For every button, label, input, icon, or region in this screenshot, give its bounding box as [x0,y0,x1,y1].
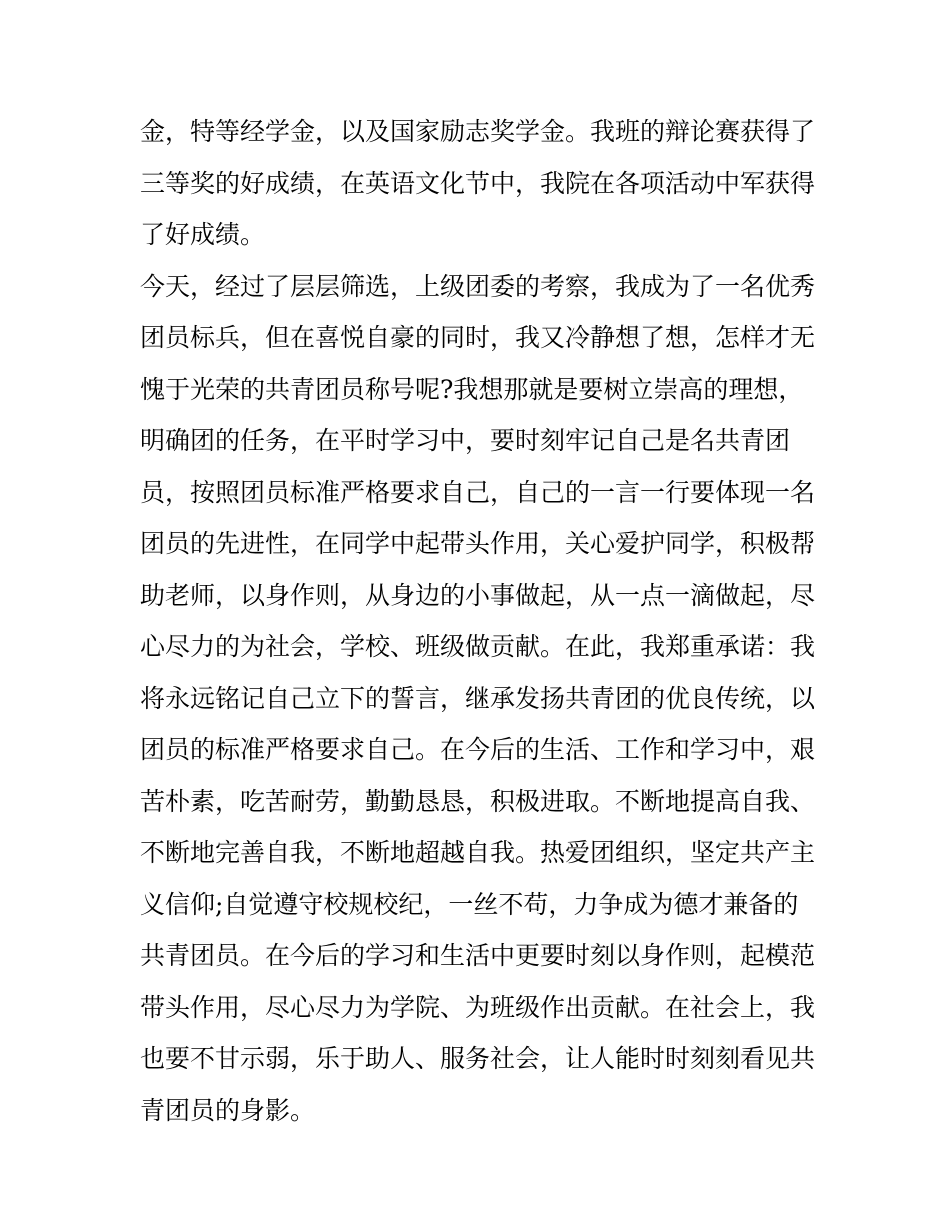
body-text [140,106,820,1136]
text-line: 团员标兵，但在喜悦自豪的同时，我又冷静想了想，怎样才无 [140,323,816,352]
text-line: 心尽力的为社会，学校、班级做贡献。在此，我郑重承诺：我 [140,632,816,661]
text-line: 苦朴素，吃苦耐劳，勤勤恳恳，积极进取。不断地提高自我、 [140,786,816,816]
text-line: 愧于光荣的共青团员称号呢?我想那就是要树立崇高的理想， [140,374,804,404]
text-line: 义信仰;自觉遵守校规校纪，一丝不苟，力争成为德才兼备的 [140,889,799,919]
text-line: 明确团的任务，在平时学习中，要时刻牢记自己是名共青团 [140,426,791,455]
text-line: 团员的标准严格要求自己。在今后的生活、工作和学习中，艰 [140,735,816,764]
text-line: 金，特等经学金，以及国家励志奖学金。我班的辩论赛获得了 [140,117,816,146]
text-line: 共青团员。在今后的学习和生活中更要时刻以身作则，起模范 [140,941,816,970]
text-line: 员，按照团员标准严格要求自己，自己的一言一行要体现一名 [140,477,816,507]
text-line: 助老师，以身作则，从身边的小事做起，从一点一滴做起，尽 [140,580,816,610]
text-line: 将永远铭记自己立下的誓言，继承发扬共青团的优良传统，以 [140,683,816,713]
text-line: 了好成绩。 [140,220,266,249]
text-line: 团员的先进性，在同学中起带头作用，关心爱护同学，积极帮 [140,529,816,558]
text-line: 三等奖的好成绩，在英语文化节中，我院在各项活动中军获得 [140,168,816,198]
text-line: 也要不甘示弱，乐于助人、服务社会，让人能时时刻刻看见共 [140,1044,816,1073]
text-line: 不断地完善自我，不断地超越自我。热爱团组织，坚定共产主 [140,838,816,867]
text-line: 带头作用，尽心尽力为学院、为班级作出贡献。在社会上，我 [140,992,816,1022]
text-line: 青团员的身影。 [140,1095,316,1125]
text-line: 今天，经过了层层筛选，上级团委的考察，我成为了一名优秀 [140,271,816,301]
